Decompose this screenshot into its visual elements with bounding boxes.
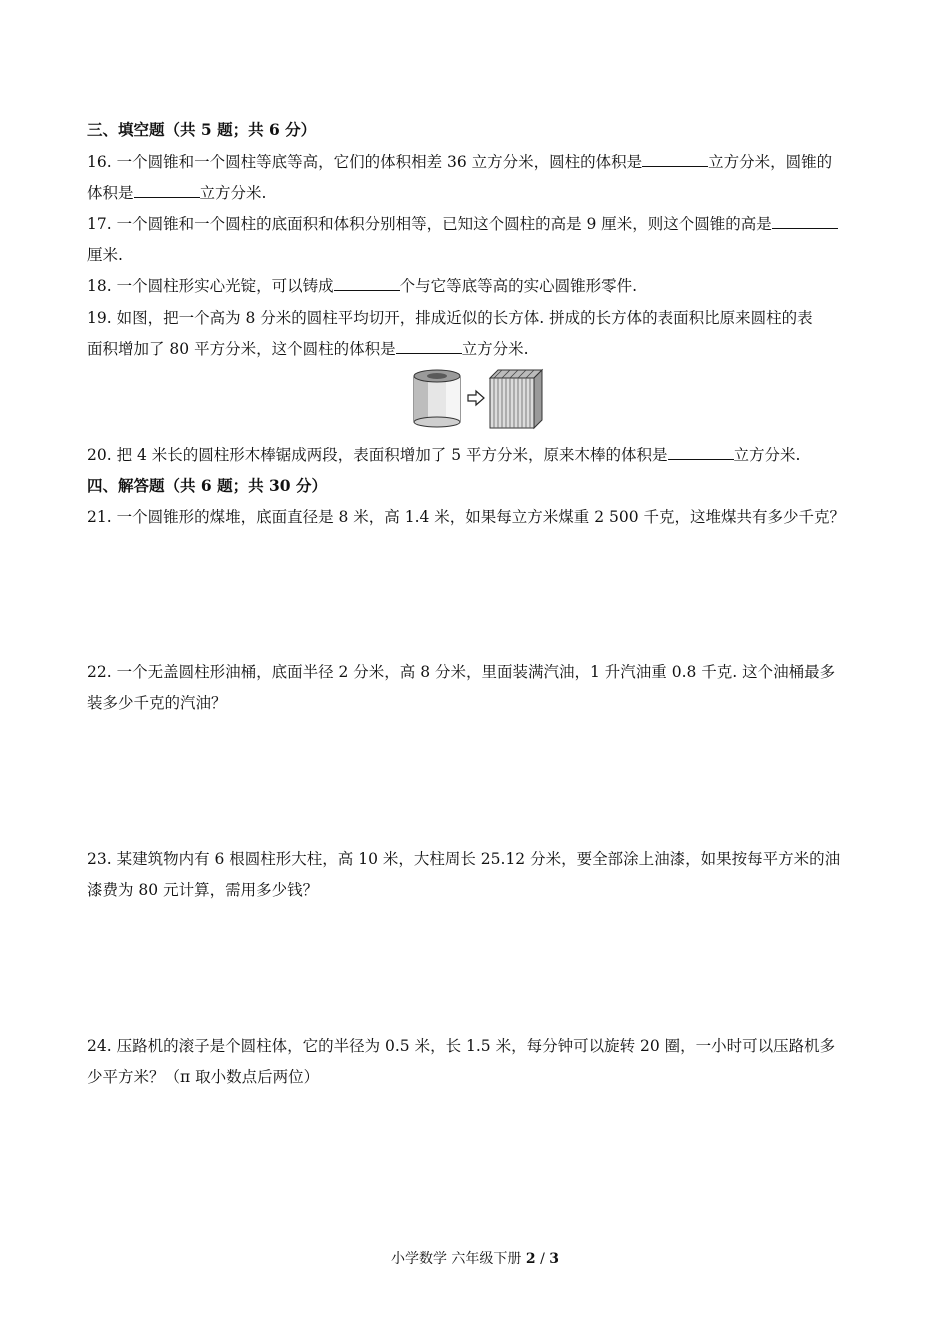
question-24-line-1: 24. 压路机的滚子是个圆柱体，它的半径为 0.5 米，长 1.5 米，每分钟可以旋转 20 圈，一小时可以压路机多 xyxy=(87,1037,836,1055)
section-4-heading: 四、解答题（共 6 题；共 30 分） xyxy=(87,476,327,495)
footer-subject: 小学数学 六年级下册 xyxy=(390,1251,522,1267)
question-18: 18. 一个圆柱形实心光锭，可以铸成 个与它等底等高的实心圆锥形零件. xyxy=(87,277,638,295)
question-17-line-1: 17. 一个圆锥和一个圆柱的底面积和体积分别相等，已知这个圆柱的高是 9 厘米，则这个圆锥的高是 xyxy=(87,214,838,234)
footer-separator: / xyxy=(535,1251,550,1267)
cuboid-shape xyxy=(490,370,542,428)
right-arrow-icon xyxy=(468,391,484,405)
question-19-line-2: 面积增加了 80 平方分米，这个圆柱的体积是 立方分米. xyxy=(87,340,529,358)
question-19-line-1: 19. 如图，把一个高为 8 分米的圆柱平均切开，排成近似的长方体. 拼成的长方体的表面积比原来圆柱的表 xyxy=(87,309,813,327)
question-17-line-2: 厘米. xyxy=(87,246,123,264)
question-23-line-2: 漆费为 80 元计算，需用多少钱？ xyxy=(87,881,319,899)
question-23-line-1: 23. 某建筑物内有 6 根圆柱形大柱，高 10 米，大柱周长 25.12 分米，要全部涂上油漆，如果按每平方米的油 xyxy=(87,850,841,868)
question-24-line-2: 少平方米？（π 取小数点后两位） xyxy=(87,1068,320,1086)
cylinder-shape xyxy=(414,370,460,427)
section-3-heading: 三、填空题（共 5 题；共 6 分） xyxy=(87,120,317,139)
answer-blank[interactable] xyxy=(642,152,708,167)
answer-blank[interactable] xyxy=(668,445,734,460)
question-20: 20. 把 4 米长的圆柱形木棒锯成两段，表面积增加了 5 平方分米，原来木棒的体积是 立方分米. xyxy=(87,446,801,464)
page-footer xyxy=(0,1248,950,1268)
answer-blank[interactable] xyxy=(396,339,462,354)
question-22-line-1: 22. 一个无盖圆柱形油桶，底面半径 2 分米，高 8 分米，里面装满汽油，1 升汽油重 0.8 千克. 这个油桶最多 xyxy=(87,663,836,681)
question-16-line-1: 16. 一个圆锥和一个圆柱等底等高，它们的体积相差 36 立方分米，圆柱的体积是 立方分米，圆锥的 xyxy=(87,153,833,171)
question-21: 21. 一个圆锥形的煤堆，底面直径是 8 米，高 1.4 米，如果每立方米煤重 2 500 千克，这堆煤共有多少千克？ xyxy=(87,508,846,526)
question-22-line-2: 装多少千克的汽油？ xyxy=(87,694,227,712)
question-16-line-2: 体积是 立方分米. xyxy=(87,184,267,202)
cylinder-cuboid-illustration xyxy=(410,366,544,430)
answer-blank[interactable] xyxy=(134,183,200,198)
footer-page-number: 2 xyxy=(525,1251,536,1267)
footer-page-total: 3 xyxy=(549,1251,560,1267)
answer-blank[interactable] xyxy=(334,276,400,291)
cylinder-to-cuboid-figure xyxy=(410,366,544,430)
answer-blank[interactable] xyxy=(772,214,838,229)
